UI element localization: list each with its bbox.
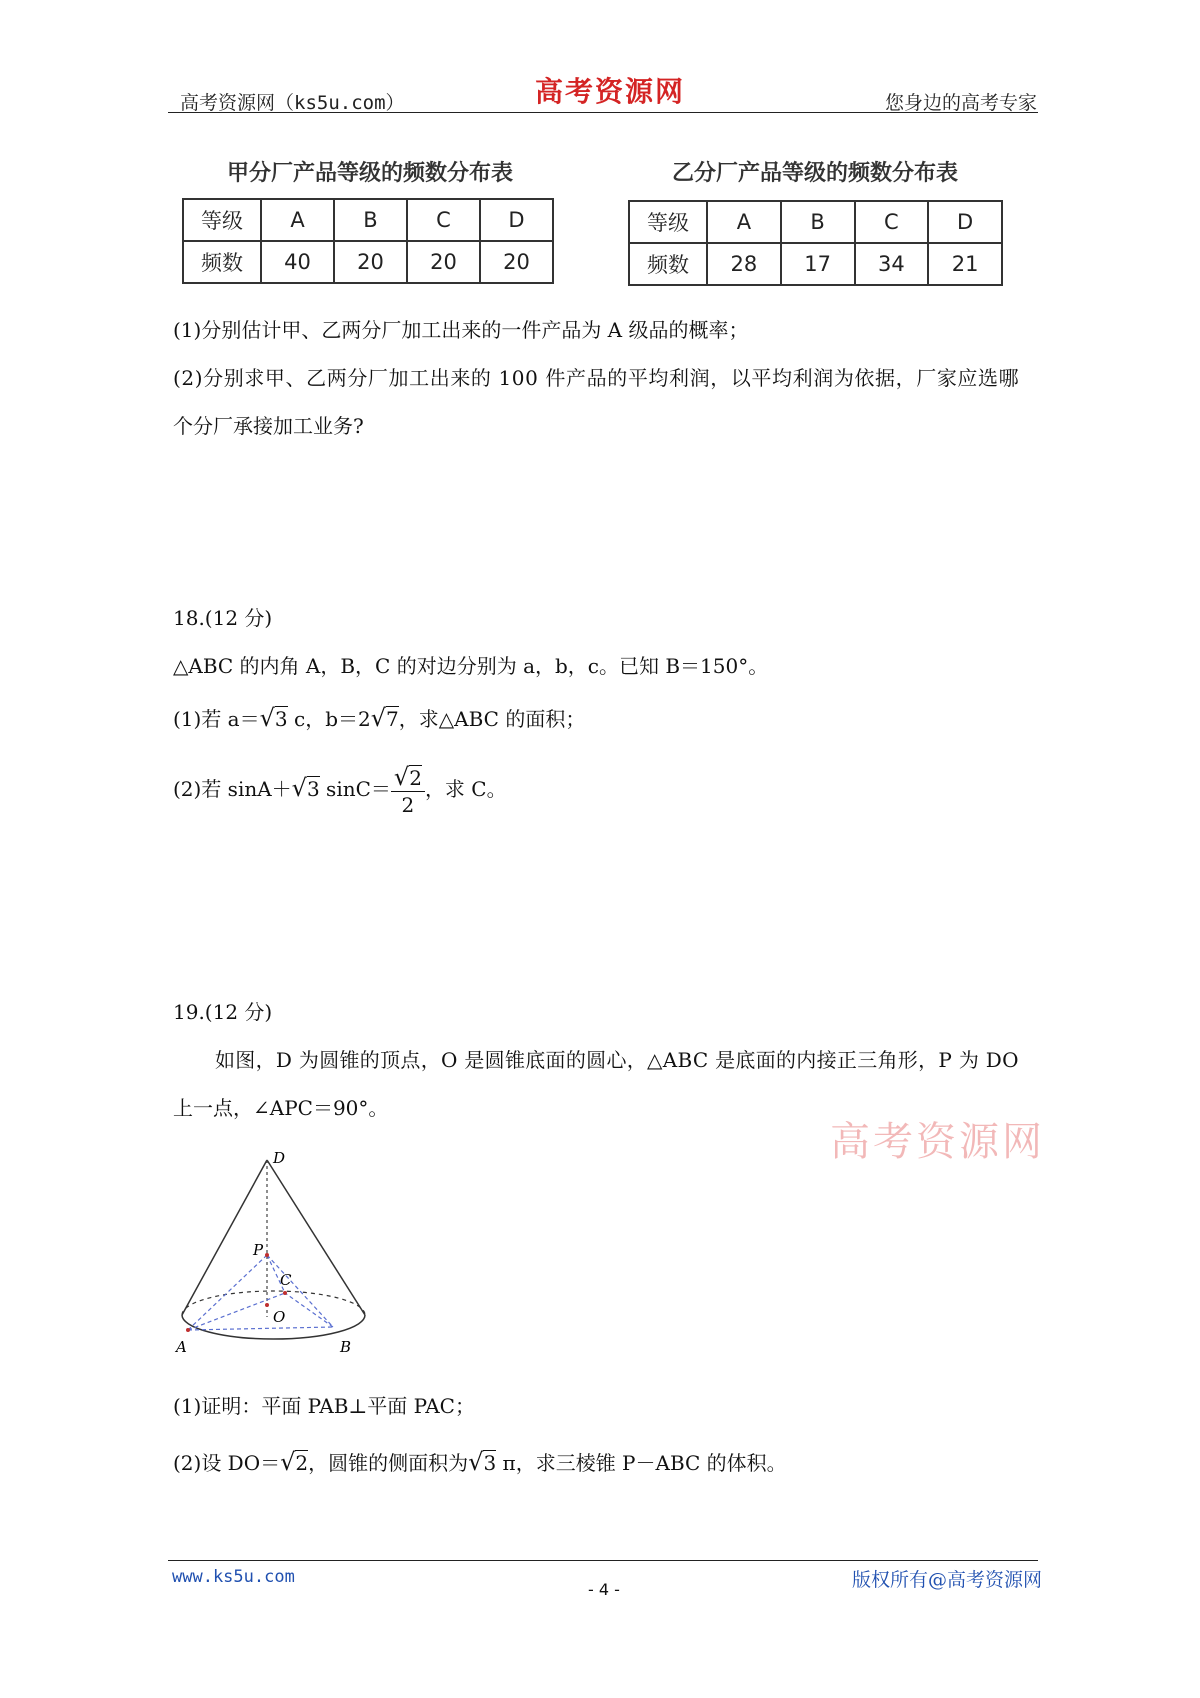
radicand: 7 (386, 707, 399, 731)
edge-pa (188, 1255, 267, 1330)
q18-part2 (173, 760, 507, 818)
label-b: B (340, 1338, 352, 1356)
label-d: D (273, 1149, 286, 1167)
table-jia-title: 甲分厂产品等级的频数分布表 (226, 160, 513, 186)
point-o (265, 1303, 269, 1307)
table-yi (628, 200, 1003, 286)
label-o: O (273, 1308, 286, 1326)
page-number: - 4 - (588, 1580, 620, 1599)
q19-part2 (173, 1448, 787, 1477)
table-row (629, 201, 1002, 243)
q18-heading: 18.(12 分) (173, 606, 273, 630)
cone-edge-right (267, 1160, 365, 1315)
text: ，求△ABC 的面积； (398, 707, 586, 731)
text: π，求三棱锥 P－ABC 的体积。 (496, 1451, 787, 1475)
header-slogan: 您身边的高考专家 (885, 92, 1038, 114)
footer-rule (168, 1560, 1038, 1561)
text: ，圆锥的侧面积为 (308, 1451, 469, 1475)
edge-ac (188, 1293, 285, 1330)
text: (1)若 a＝ (173, 707, 260, 731)
table-cell: D (480, 199, 553, 241)
text: (2)设 DO＝ (173, 1451, 281, 1475)
sqrt-icon: √ (468, 1448, 484, 1476)
table-yi-title: 乙分厂产品等级的频数分布表 (671, 160, 958, 186)
watermark: 高考资源网 (830, 1119, 1045, 1165)
q17-part2-line2: 个分厂承接加工业务? (173, 414, 364, 438)
radicand: 2 (409, 765, 422, 790)
table-cell: 40 (261, 241, 334, 283)
table-cell: 20 (480, 241, 553, 283)
q19-stem-line2: 上一点，∠APC＝90°。 (173, 1096, 389, 1120)
table-cell: 21 (928, 243, 1002, 285)
table-cell: 17 (781, 243, 855, 285)
text: (2)若 sinA＋ (173, 777, 292, 801)
table-cell: 20 (407, 241, 480, 283)
point-p (265, 1253, 269, 1257)
table-cell: 34 (855, 243, 929, 285)
q18-part1 (173, 704, 585, 733)
label-c: C (280, 1271, 292, 1289)
sqrt-icon: √ (259, 704, 275, 732)
text: sinC＝ (319, 777, 391, 801)
q17-part1: (1)分别估计甲、乙两分厂加工出来的一件产品为 A 级品的概率； (173, 318, 749, 342)
table-cell: A (707, 201, 781, 243)
table-cell: D (928, 201, 1002, 243)
table-cell: 频数 (183, 241, 261, 283)
table-row (629, 243, 1002, 285)
label-p: P (253, 1241, 264, 1259)
table-cell: A (261, 199, 334, 241)
text: ，求 C。 (424, 777, 507, 801)
fraction (391, 764, 425, 818)
table-cell: B (334, 199, 407, 241)
cone-edge-left (182, 1160, 267, 1315)
sqrt-icon: √ (393, 762, 410, 791)
q19-stem-line1: 如图，D 为圆锥的顶点，O 是圆锥底面的圆心，△ABC 是底面的内接正三角形，P 为 DO (215, 1048, 1019, 1072)
table-cell: 20 (334, 241, 407, 283)
header-rule (168, 112, 1038, 113)
edge-bc (285, 1293, 333, 1327)
q17-part2-line1: (2)分别求甲、乙两分厂加工出来的 100 件产品的平均利润，以平均利润为依据，厂家应选哪 (173, 366, 1020, 390)
table-cell: 等级 (629, 201, 707, 243)
point-c (283, 1291, 287, 1295)
point-a (186, 1328, 190, 1332)
radicand: 3 (274, 707, 288, 731)
sqrt-icon: √ (280, 1448, 296, 1476)
table-cell: C (407, 199, 480, 241)
q18-stem: △ABC 的内角 A，B，C 的对边分别为 a，b，c。已知 B＝150°。 (173, 654, 769, 678)
table-jia (182, 198, 554, 284)
sqrt-icon: √ (291, 774, 307, 802)
radicand: 3 (483, 1451, 497, 1475)
table-cell: 28 (707, 243, 781, 285)
text: c，b＝2 (287, 707, 371, 731)
edge-ab (188, 1327, 333, 1330)
footer-copyright: 版权所有@高考资源网 (852, 1569, 1043, 1591)
table-cell: 等级 (183, 199, 261, 241)
radicand: 2 (295, 1451, 309, 1475)
table-row (183, 241, 553, 283)
q19-part1: (1)证明：平面 PAB⊥平面 PAC； (173, 1394, 475, 1418)
radicand: 3 (306, 777, 320, 801)
header-logo: 高考资源网 (535, 75, 686, 108)
header-site-name: 高考资源网（ks5u.com） (180, 92, 405, 114)
table-cell: 频数 (629, 243, 707, 285)
table-cell: B (781, 201, 855, 243)
q19-heading: 19.(12 分) (173, 1000, 273, 1024)
sqrt-icon: √ (370, 704, 387, 732)
footer-site-link[interactable]: www.ks5u.com (172, 1567, 295, 1587)
cone-figure (170, 1145, 410, 1360)
label-a: A (176, 1338, 187, 1356)
table-row (183, 199, 553, 241)
denominator: 2 (401, 792, 415, 817)
table-cell: C (855, 201, 929, 243)
